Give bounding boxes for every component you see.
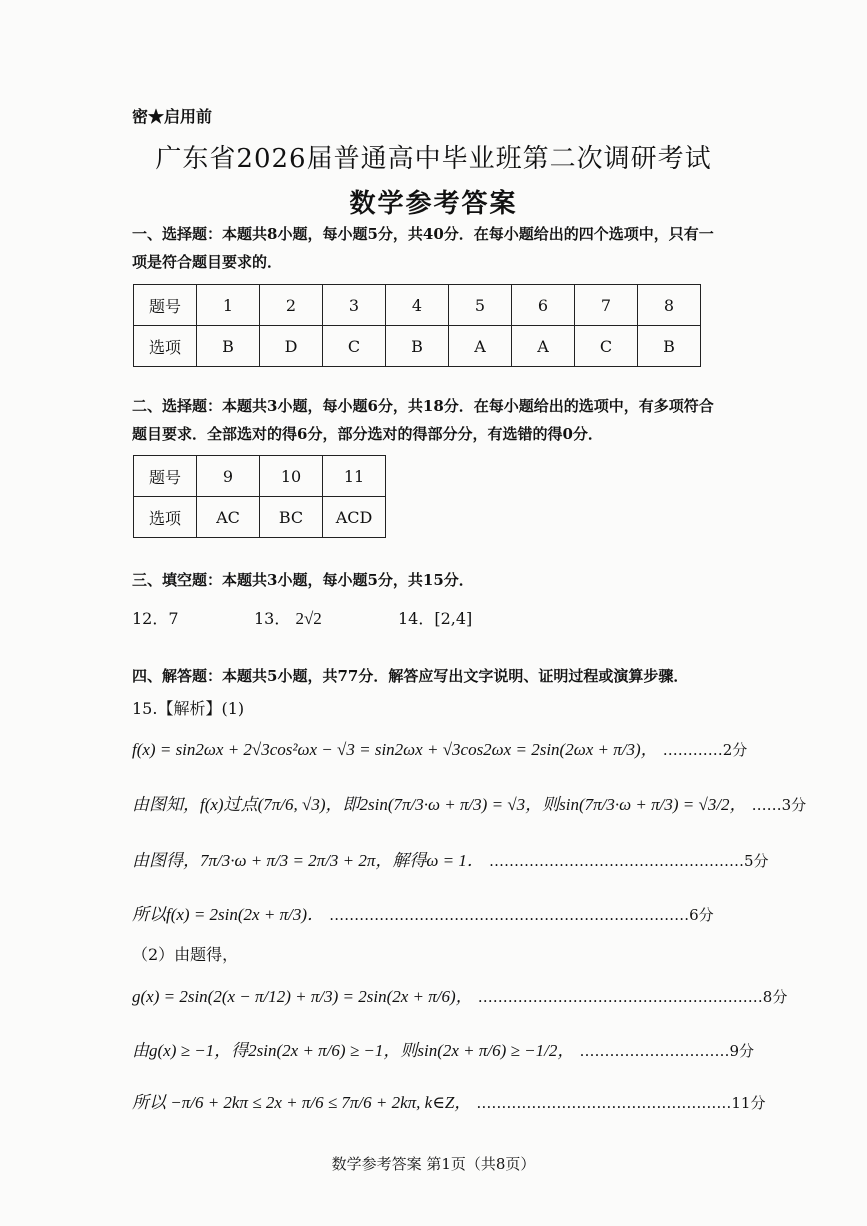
answer-13-label: 13． — [254, 609, 291, 628]
question-number: 3 — [323, 285, 386, 326]
confidential-mark: 密★启用前 — [132, 107, 213, 126]
section2-answer-table — [133, 455, 386, 538]
score-mark: …………………………………………………8分 — [477, 988, 788, 1006]
answer-cell: B — [638, 326, 701, 367]
solution-line-5-formula: g(x) = 2sin(2(x − π/12) + π/3) = 2sin(2x + π/6)， — [132, 987, 473, 1006]
answer-cell: B — [386, 326, 449, 367]
question-number: 2 — [260, 285, 323, 326]
answer-cell: AC — [197, 497, 260, 538]
answer-13-value: 2√2 — [295, 609, 322, 628]
section2-line1: 二、选择题：本题共3小题，每小题6分，共18分．在每小题给出的选项中，有多项符合 — [132, 397, 714, 415]
table-row — [134, 326, 701, 367]
solution-line-5 — [132, 982, 787, 1007]
answer-12: 12．7 — [132, 609, 179, 628]
answer-cell: A — [512, 326, 575, 367]
question-number: 6 — [512, 285, 575, 326]
section1-answer-table — [133, 284, 701, 367]
section4-line: 四、解答题：本题共5小题，共77分．解答应写出文字说明、证明过程或演算步骤． — [132, 667, 689, 685]
solution-line-6-formula: 由g(x) ≥ −1，得2sin(2x + π/6) ≥ −1，则sin(2x + π/6) ≥ −1/2， — [132, 1041, 575, 1060]
answer-cell: D — [260, 326, 323, 367]
question-number: 1 — [197, 285, 260, 326]
solution-line-7 — [132, 1088, 765, 1113]
solution-line-6 — [132, 1036, 754, 1061]
section2-instructions — [132, 392, 714, 448]
solution-line-2-formula: 由图知，f(x)过点(7π/6, √3)，即2sin(7π/3·ω + π/3) = √3，则sin(7π/3·ω + π/3) = √3/2， — [132, 795, 747, 814]
solution-line-4 — [132, 900, 714, 925]
row-label-answer: 选项 — [134, 497, 197, 538]
page-footer: 数学参考答案 第1页（共8页） — [331, 1155, 536, 1173]
table-row — [134, 456, 386, 497]
answer-title: 数学参考答案 — [349, 189, 518, 219]
solution-line-7-formula: 所以 −π/6 + 2kπ ≤ 2x + π/6 ≤ 7π/6 + 2kπ, k∈Z， — [132, 1093, 472, 1112]
q15-heading: 15.【解析】(1) — [132, 699, 245, 718]
part-2-heading: （2）由题得， — [132, 945, 239, 964]
answer-cell: B — [197, 326, 260, 367]
score-mark: …………………………9分 — [579, 1042, 754, 1060]
solution-line-4-formula: 所以f(x) = 2sin(2x + π/3)． — [132, 905, 324, 924]
exam-title: 广东省2026届普通高中毕业班第二次调研考试 — [155, 144, 712, 174]
table-row — [134, 497, 386, 538]
question-number: 4 — [386, 285, 449, 326]
question-number: 11 — [323, 456, 386, 497]
answer-cell: A — [449, 326, 512, 367]
row-label-answer: 选项 — [134, 326, 197, 367]
solution-line-1 — [132, 735, 747, 760]
answer-13 — [254, 606, 322, 629]
question-number: 7 — [575, 285, 638, 326]
score-mark: ………………………………………………………………6分 — [329, 906, 714, 924]
score-mark: …………2分 — [662, 741, 748, 759]
question-number: 8 — [638, 285, 701, 326]
question-number: 5 — [449, 285, 512, 326]
section2-line2: 题目要求．全部选对的得6分，部分选对的得部分分，有选错的得0分． — [132, 425, 603, 443]
solution-line-2 — [132, 790, 806, 815]
score-mark: ……3分 — [751, 796, 807, 814]
section4-instructions — [132, 662, 688, 690]
question-number: 9 — [197, 456, 260, 497]
score-mark: ……………………………………………5分 — [488, 852, 769, 870]
question-number: 10 — [260, 456, 323, 497]
answer-14: 14．[2,4] — [398, 609, 473, 628]
answer-cell: C — [323, 326, 386, 367]
table-row — [134, 285, 701, 326]
solution-line-1-formula: f(x) = sin2ωx + 2√3cos²ωx − √3 = sin2ωx + √3cos2ωx = 2sin(2ωx + π/3)， — [132, 740, 658, 759]
section1-line2: 项是符合题目要求的． — [132, 253, 283, 271]
section1-instructions — [132, 220, 714, 276]
section3-line: 三、填空题：本题共3小题，每小题5分，共15分． — [132, 571, 474, 589]
section3-instructions — [132, 566, 474, 594]
answer-cell: C — [575, 326, 638, 367]
solution-line-3 — [132, 846, 769, 871]
answer-cell: BC — [260, 497, 323, 538]
answer-cell: ACD — [323, 497, 386, 538]
row-label-question: 题号 — [134, 285, 197, 326]
row-label-question: 题号 — [134, 456, 197, 497]
score-mark: ……………………………………………11分 — [476, 1094, 766, 1112]
section1-line1: 一、选择题：本题共8小题，每小题5分，共40分．在每小题给出的四个选项中，只有一 — [132, 225, 714, 243]
solution-line-3-formula: 由图得，7π/3·ω + π/3 = 2π/3 + 2π，解得ω = 1． — [132, 851, 484, 870]
